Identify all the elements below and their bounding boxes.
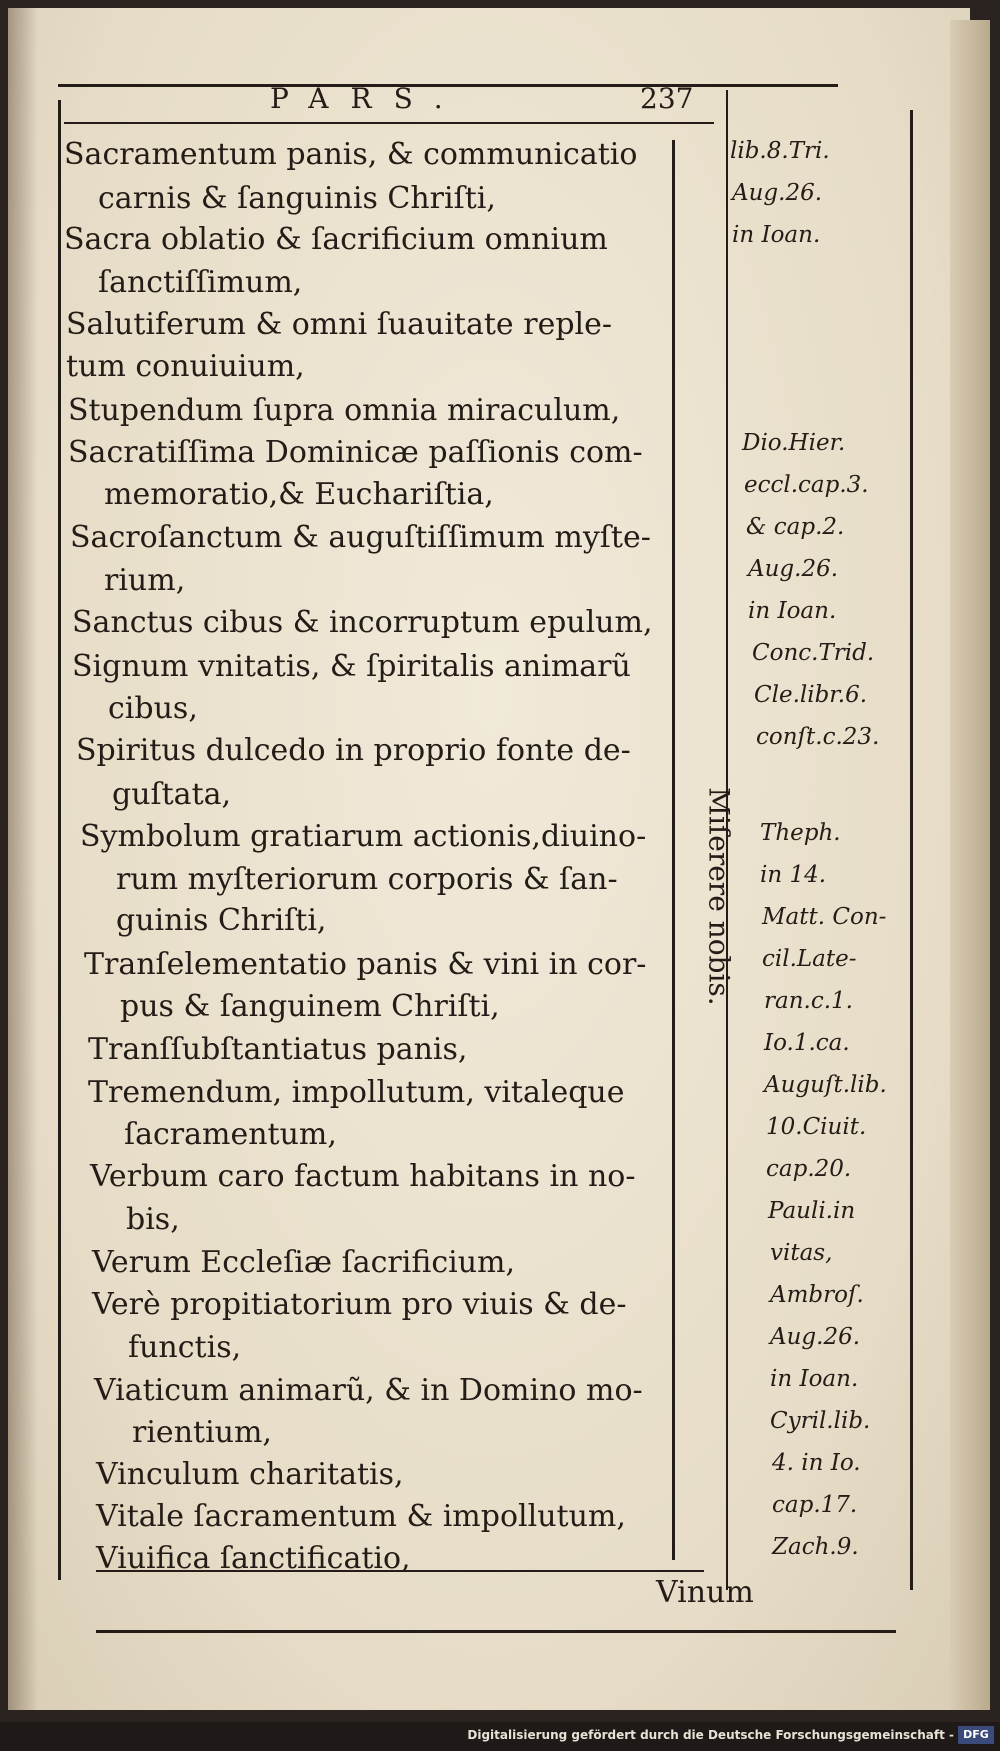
margin-note: & cap.2. xyxy=(746,514,845,540)
text-line: Viuifica ſanctificatio, xyxy=(96,1541,411,1576)
page-number: 237 xyxy=(640,82,694,115)
left-rule xyxy=(58,100,61,1580)
text-line: Vitale ſacramentum & impollutum, xyxy=(96,1499,626,1534)
text-line: guſtata, xyxy=(112,777,232,812)
margin-note: 4. in Io. xyxy=(772,1450,861,1476)
text-line: functis, xyxy=(128,1330,242,1365)
running-head: PARS. xyxy=(270,82,465,115)
margin-note: in Ioan. xyxy=(732,222,821,248)
margin-note: ran.c.1. xyxy=(764,988,853,1014)
margin-note: Aug.26. xyxy=(732,180,823,206)
margin-note: Cle.libr.6. xyxy=(754,682,868,708)
dfg-logo-icon: DFG xyxy=(958,1726,994,1744)
text-line: rum myſteriorum corporis & ſan- xyxy=(116,862,618,897)
column-divider-left xyxy=(672,140,675,1560)
refrain-column xyxy=(700,770,760,1030)
text-line: Sacramentum panis, & communicatio xyxy=(64,137,638,172)
text-line: Spiritus dulcedo in proprio fonte de- xyxy=(76,733,631,768)
text-line: cibus, xyxy=(108,691,198,726)
margin-note: Ambroſ. xyxy=(770,1282,864,1308)
spine-shadow xyxy=(8,8,38,1710)
margin-note: cap.17. xyxy=(772,1492,858,1518)
page-edge xyxy=(950,20,990,1710)
text-line: bis, xyxy=(126,1202,180,1237)
text-line: Sacratiſſima Dominicæ paſſionis com- xyxy=(68,435,643,470)
base-rule xyxy=(96,1630,896,1633)
text-line: tum conuiuium, xyxy=(66,349,305,384)
footer-credit: Digitalisierung gefördert durch die Deutsche Forschungsgemeinschaft - xyxy=(467,1728,954,1742)
text-line: Verum Eccleſiæ ſacrificium, xyxy=(92,1245,516,1280)
margin-note: Zach.9. xyxy=(772,1534,859,1560)
text-line: pus & ſanguinem Chriſti, xyxy=(120,989,500,1024)
text-line: rientium, xyxy=(132,1415,272,1450)
text-line: Symbolum gratiarum actionis,diuino- xyxy=(80,819,647,854)
text-line: Verè propitiatorium pro viuis & de- xyxy=(92,1287,627,1322)
text-line: ſacramentum, xyxy=(124,1117,337,1152)
margin-note: Cyril.lib. xyxy=(770,1408,871,1434)
text-line: Sacra oblatio & ſacrificium omnium xyxy=(64,222,608,257)
margin-note: Dio.Hier. xyxy=(742,430,846,456)
margin-note: vitas, xyxy=(770,1240,833,1266)
text-line: Viaticum animarũ, & in Domino mo- xyxy=(94,1373,643,1408)
margin-note: cap.20. xyxy=(766,1156,852,1182)
text-line: Sanctus cibus & incorruptum epulum, xyxy=(72,605,653,640)
margin-note: Auguſt.lib. xyxy=(764,1072,887,1098)
margin-note: Conc.Trid. xyxy=(752,640,875,666)
margin-note: in 14. xyxy=(760,862,827,888)
margin-note: Pauli.in xyxy=(768,1198,856,1224)
text-line: Signum vnitatis, & ſpiritalis animarũ xyxy=(72,649,631,684)
text-line: Vinculum charitatis, xyxy=(96,1457,404,1492)
margin-note: lib.8.Tri. xyxy=(730,138,830,164)
margin-note: cil.Late- xyxy=(762,946,857,972)
text-line: Stupendum ſupra omnia miraculum, xyxy=(68,393,621,428)
refrain-text: Miſerere nobis. xyxy=(702,787,736,1006)
margin-note: eccl.cap.3. xyxy=(744,472,869,498)
margin-note: conſt.c.23. xyxy=(756,724,880,750)
text-line: guinis Chriſti, xyxy=(116,903,327,938)
margin-note: Matt. Con- xyxy=(762,904,887,930)
text-line: Salutiferum & omni ſuauitate reple- xyxy=(66,307,613,342)
text-line: Verbum caro factum habitans in no- xyxy=(90,1159,636,1194)
margin-note: 10.Ciuit. xyxy=(766,1114,867,1140)
notes-right-rule xyxy=(910,110,913,1590)
text-line: Sacroſanctum & auguſtiſſimum myſte- xyxy=(70,520,651,555)
text-line: Tremendum, impollutum, vitaleque xyxy=(88,1075,625,1110)
text-line: carnis & ſanguinis Chriſti, xyxy=(98,181,496,216)
footer-bar xyxy=(0,1722,1000,1751)
text-line: Tranſſubſtantiatus panis, xyxy=(88,1032,468,1067)
text-line: memoratio,& Euchariſtia, xyxy=(104,477,494,512)
text-line: ſanctiſſimum, xyxy=(98,265,303,300)
text-line: rium, xyxy=(104,563,186,598)
margin-note: Theph. xyxy=(760,820,841,846)
margin-note: Aug.26. xyxy=(770,1324,861,1350)
text-line: Tranſelementatio panis & vini in cor- xyxy=(84,947,647,982)
margin-note: in Ioan. xyxy=(748,598,837,624)
margin-note: Aug.26. xyxy=(748,556,839,582)
header-rule xyxy=(64,122,714,124)
catchword: Vinum xyxy=(656,1575,754,1610)
margin-note: Io.1.ca. xyxy=(764,1030,850,1056)
margin-note: in Ioan. xyxy=(770,1366,859,1392)
